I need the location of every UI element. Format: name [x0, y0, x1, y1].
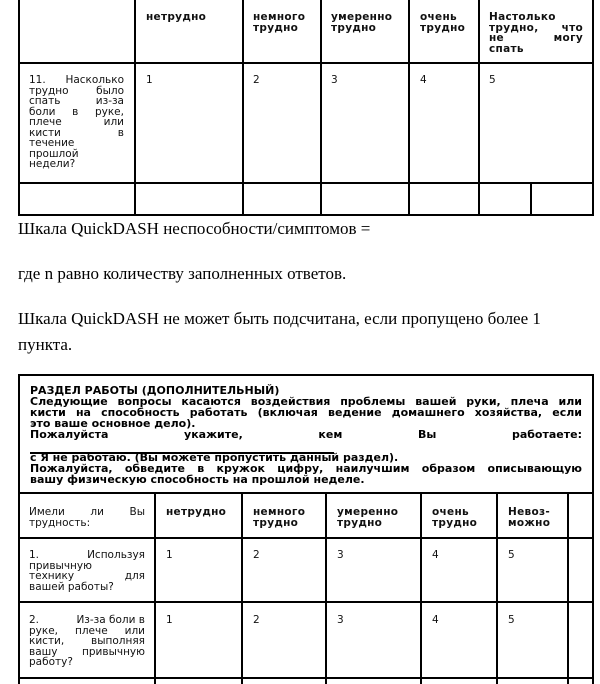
q2-option-1[interactable]: 1	[166, 614, 173, 626]
q1-option-2[interactable]: 2	[253, 549, 260, 561]
q2-option-5[interactable]: 5	[508, 614, 515, 626]
header-slightly-difficult: немного трудно	[253, 506, 306, 529]
q1-option-5[interactable]: 5	[508, 549, 515, 561]
missing-items-rule-line1: Шкала QuickDASH не может быть подсчитана, если пропущено более 1	[18, 309, 541, 328]
work-question-1: 1. Используя привычную технику для вашей работы?	[29, 549, 145, 593]
header-slightly-difficult: немного трудно	[253, 11, 306, 34]
header-had-difficulty: Имели ли Вы трудность:	[29, 506, 145, 529]
question-11: 11. Насколько трудно было спать из-за боли в руке, плече или кисти в течение прошлой недели?	[29, 74, 124, 170]
work-question-2: 2. Из-за боли в руке, плече или кисти, выполняя вашу привычную работу?	[29, 614, 145, 668]
work-section-title: РАЗДЕЛ РАБОТЫ (ДОПОЛНИТЕЛЬНЫЙ)	[30, 384, 280, 397]
q1-option-3[interactable]: 3	[337, 549, 344, 561]
header-not-difficult: нетрудно	[166, 506, 227, 518]
header-not-difficult: нетрудно	[146, 11, 207, 23]
q1-option-4[interactable]: 4	[432, 549, 439, 561]
answer-option-3[interactable]: 3	[331, 74, 338, 86]
work-section-intro: Следующие вопросы касаются воздействия проблемы вашей руки, плеча или кисти на способность работать (включая ведение домашнего хозяйства, если это ваше основное дело).	[30, 395, 582, 430]
missing-items-rule-line2: пункта.	[18, 335, 73, 354]
n-explanation-text: где n равно количеству заполненных ответов.	[18, 264, 347, 283]
header-moderately-difficult: умеренно трудно	[331, 11, 393, 34]
header-moderately-difficult: умеренно трудно	[337, 506, 399, 529]
q1-option-1[interactable]: 1	[166, 549, 173, 561]
header-impossible: Невоз- можно	[508, 506, 551, 529]
work-section-instruction: Пожалуйста, обведите в кружок цифру, наилучшим образом описывающую вашу физическую способность на прошлой неделе.	[30, 462, 582, 486]
q2-option-3[interactable]: 3	[337, 614, 344, 626]
q2-option-4[interactable]: 4	[432, 614, 439, 626]
answer-option-4[interactable]: 4	[420, 74, 427, 86]
header-very-difficult: очень трудно	[432, 506, 478, 529]
specify-occupation-text: Пожалуйста укажите, кем Вы работаете:	[30, 428, 582, 441]
answer-option-5[interactable]: 5	[489, 74, 496, 86]
q2-option-2[interactable]: 2	[253, 614, 260, 626]
header-very-difficult: очень трудно	[420, 11, 466, 34]
answer-option-1[interactable]: 1	[146, 74, 153, 86]
not-working-checkbox-text[interactable]: с Я не работаю. (Вы можете пропустить данный раздел).	[30, 451, 399, 464]
score-formula-text: Шкала QuickDASH неспособности/симптомов =	[18, 219, 371, 238]
header-cannot-sleep: Настолько трудно, что не могу спать	[489, 11, 583, 55]
answer-option-2[interactable]: 2	[253, 74, 260, 86]
